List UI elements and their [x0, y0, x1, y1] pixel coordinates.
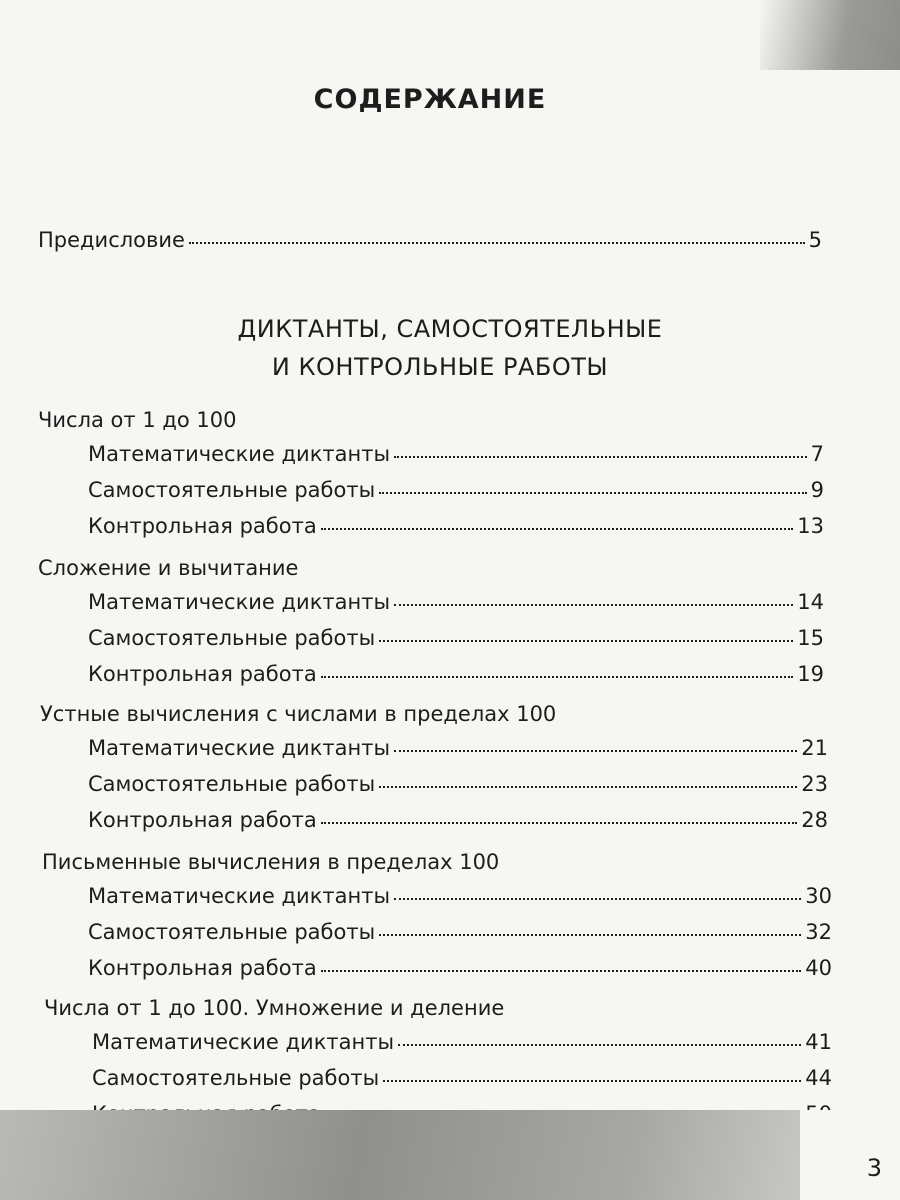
toc-entry-page: 15 [797, 626, 824, 650]
toc-entry-label: Контрольная работа [88, 514, 317, 538]
toc-entry-page: 41 [805, 1030, 832, 1054]
dot-leader [394, 898, 801, 900]
toc-entry-label: Предисловие [38, 228, 185, 252]
toc-entry-page: 7 [810, 442, 824, 466]
toc-entry[interactable] [88, 478, 824, 508]
toc-entry-page: 19 [797, 662, 824, 686]
page-title: СОДЕРЖАНИЕ [313, 84, 547, 115]
toc-entry-label: Самостоятельные работы [88, 626, 376, 650]
footer-band [0, 1110, 900, 1200]
dot-leader [379, 786, 797, 788]
toc-entry[interactable] [88, 514, 824, 544]
toc-entry-label: Самостоятельные работы [88, 478, 376, 502]
dot-leader [379, 934, 801, 936]
toc-entry-label: Математические диктанты [88, 884, 391, 908]
corner-shade [760, 0, 900, 70]
toc-entry-page: 5 [808, 228, 822, 252]
dot-leader [321, 822, 798, 824]
toc-entry-label: Самостоятельные работы [92, 1066, 380, 1090]
toc-entry[interactable] [88, 662, 824, 692]
toc-entry[interactable] [88, 956, 832, 986]
toc-entry-page: 14 [797, 590, 824, 614]
group-heading: Числа от 1 до 100 [38, 408, 237, 432]
dot-leader [189, 242, 805, 244]
toc-entry-page: 28 [801, 808, 828, 832]
dot-leader [394, 750, 797, 752]
toc-entry-label: Математические диктанты [88, 442, 391, 466]
group-heading: Устные вычисления с числами в пределах 100 [40, 702, 557, 726]
toc-entry-label: Самостоятельные работы [88, 920, 376, 944]
dot-leader [321, 528, 794, 530]
toc-entry-label: Математические диктанты [88, 736, 391, 760]
group-heading: Письменные вычисления в пределах 100 [42, 850, 500, 874]
toc-entry-page: 9 [810, 478, 824, 502]
group-heading: Числа от 1 до 100. Умножение и деление [44, 996, 505, 1020]
toc-entry-page: 44 [805, 1066, 832, 1090]
toc-entry-page: 23 [801, 772, 828, 796]
toc-entry[interactable] [88, 808, 828, 838]
toc-entry-label: Контрольная работа [88, 662, 317, 686]
toc-entry[interactable] [88, 920, 832, 950]
toc-entry[interactable] [88, 590, 824, 620]
dot-leader [379, 492, 806, 494]
toc-entry[interactable] [88, 884, 832, 914]
dot-leader [321, 676, 794, 678]
section-heading-line-2: И КОНТРОЛЬНЫЕ РАБОТЫ [271, 353, 609, 381]
toc-entry-page: 40 [805, 956, 832, 980]
toc-entry[interactable] [92, 1030, 832, 1060]
toc-entry-label: Математические диктанты [88, 590, 391, 614]
toc-entry-label: Контрольная работа [88, 956, 317, 980]
toc-entry-page: 21 [801, 736, 828, 760]
toc-entry[interactable] [88, 772, 828, 802]
dot-leader [321, 970, 802, 972]
section-heading-line-1: ДИКТАНТЫ, САМОСТОЯТЕЛЬНЫЕ [237, 315, 663, 343]
toc-entry-preface[interactable] [38, 228, 822, 258]
toc-entry-page: 32 [805, 920, 832, 944]
toc-entry-label: Контрольная работа [88, 808, 317, 832]
toc-entry-label: Самостоятельные работы [88, 772, 376, 796]
dot-leader [394, 456, 807, 458]
page-number: 3 [866, 1154, 882, 1182]
toc-entry[interactable] [88, 626, 824, 656]
toc-entry[interactable] [88, 442, 824, 472]
toc-entry-page: 30 [805, 884, 832, 908]
dot-leader [383, 1080, 801, 1082]
toc-entry[interactable] [88, 736, 828, 766]
dot-leader [379, 640, 793, 642]
toc-entry[interactable] [92, 1066, 832, 1096]
group-heading: Сложение и вычитание [38, 556, 299, 580]
page-number-box [800, 1110, 900, 1200]
dot-leader [394, 604, 793, 606]
toc-entry-page: 13 [797, 514, 824, 538]
toc-entry-label: Математические диктанты [92, 1030, 395, 1054]
dot-leader [398, 1044, 801, 1046]
